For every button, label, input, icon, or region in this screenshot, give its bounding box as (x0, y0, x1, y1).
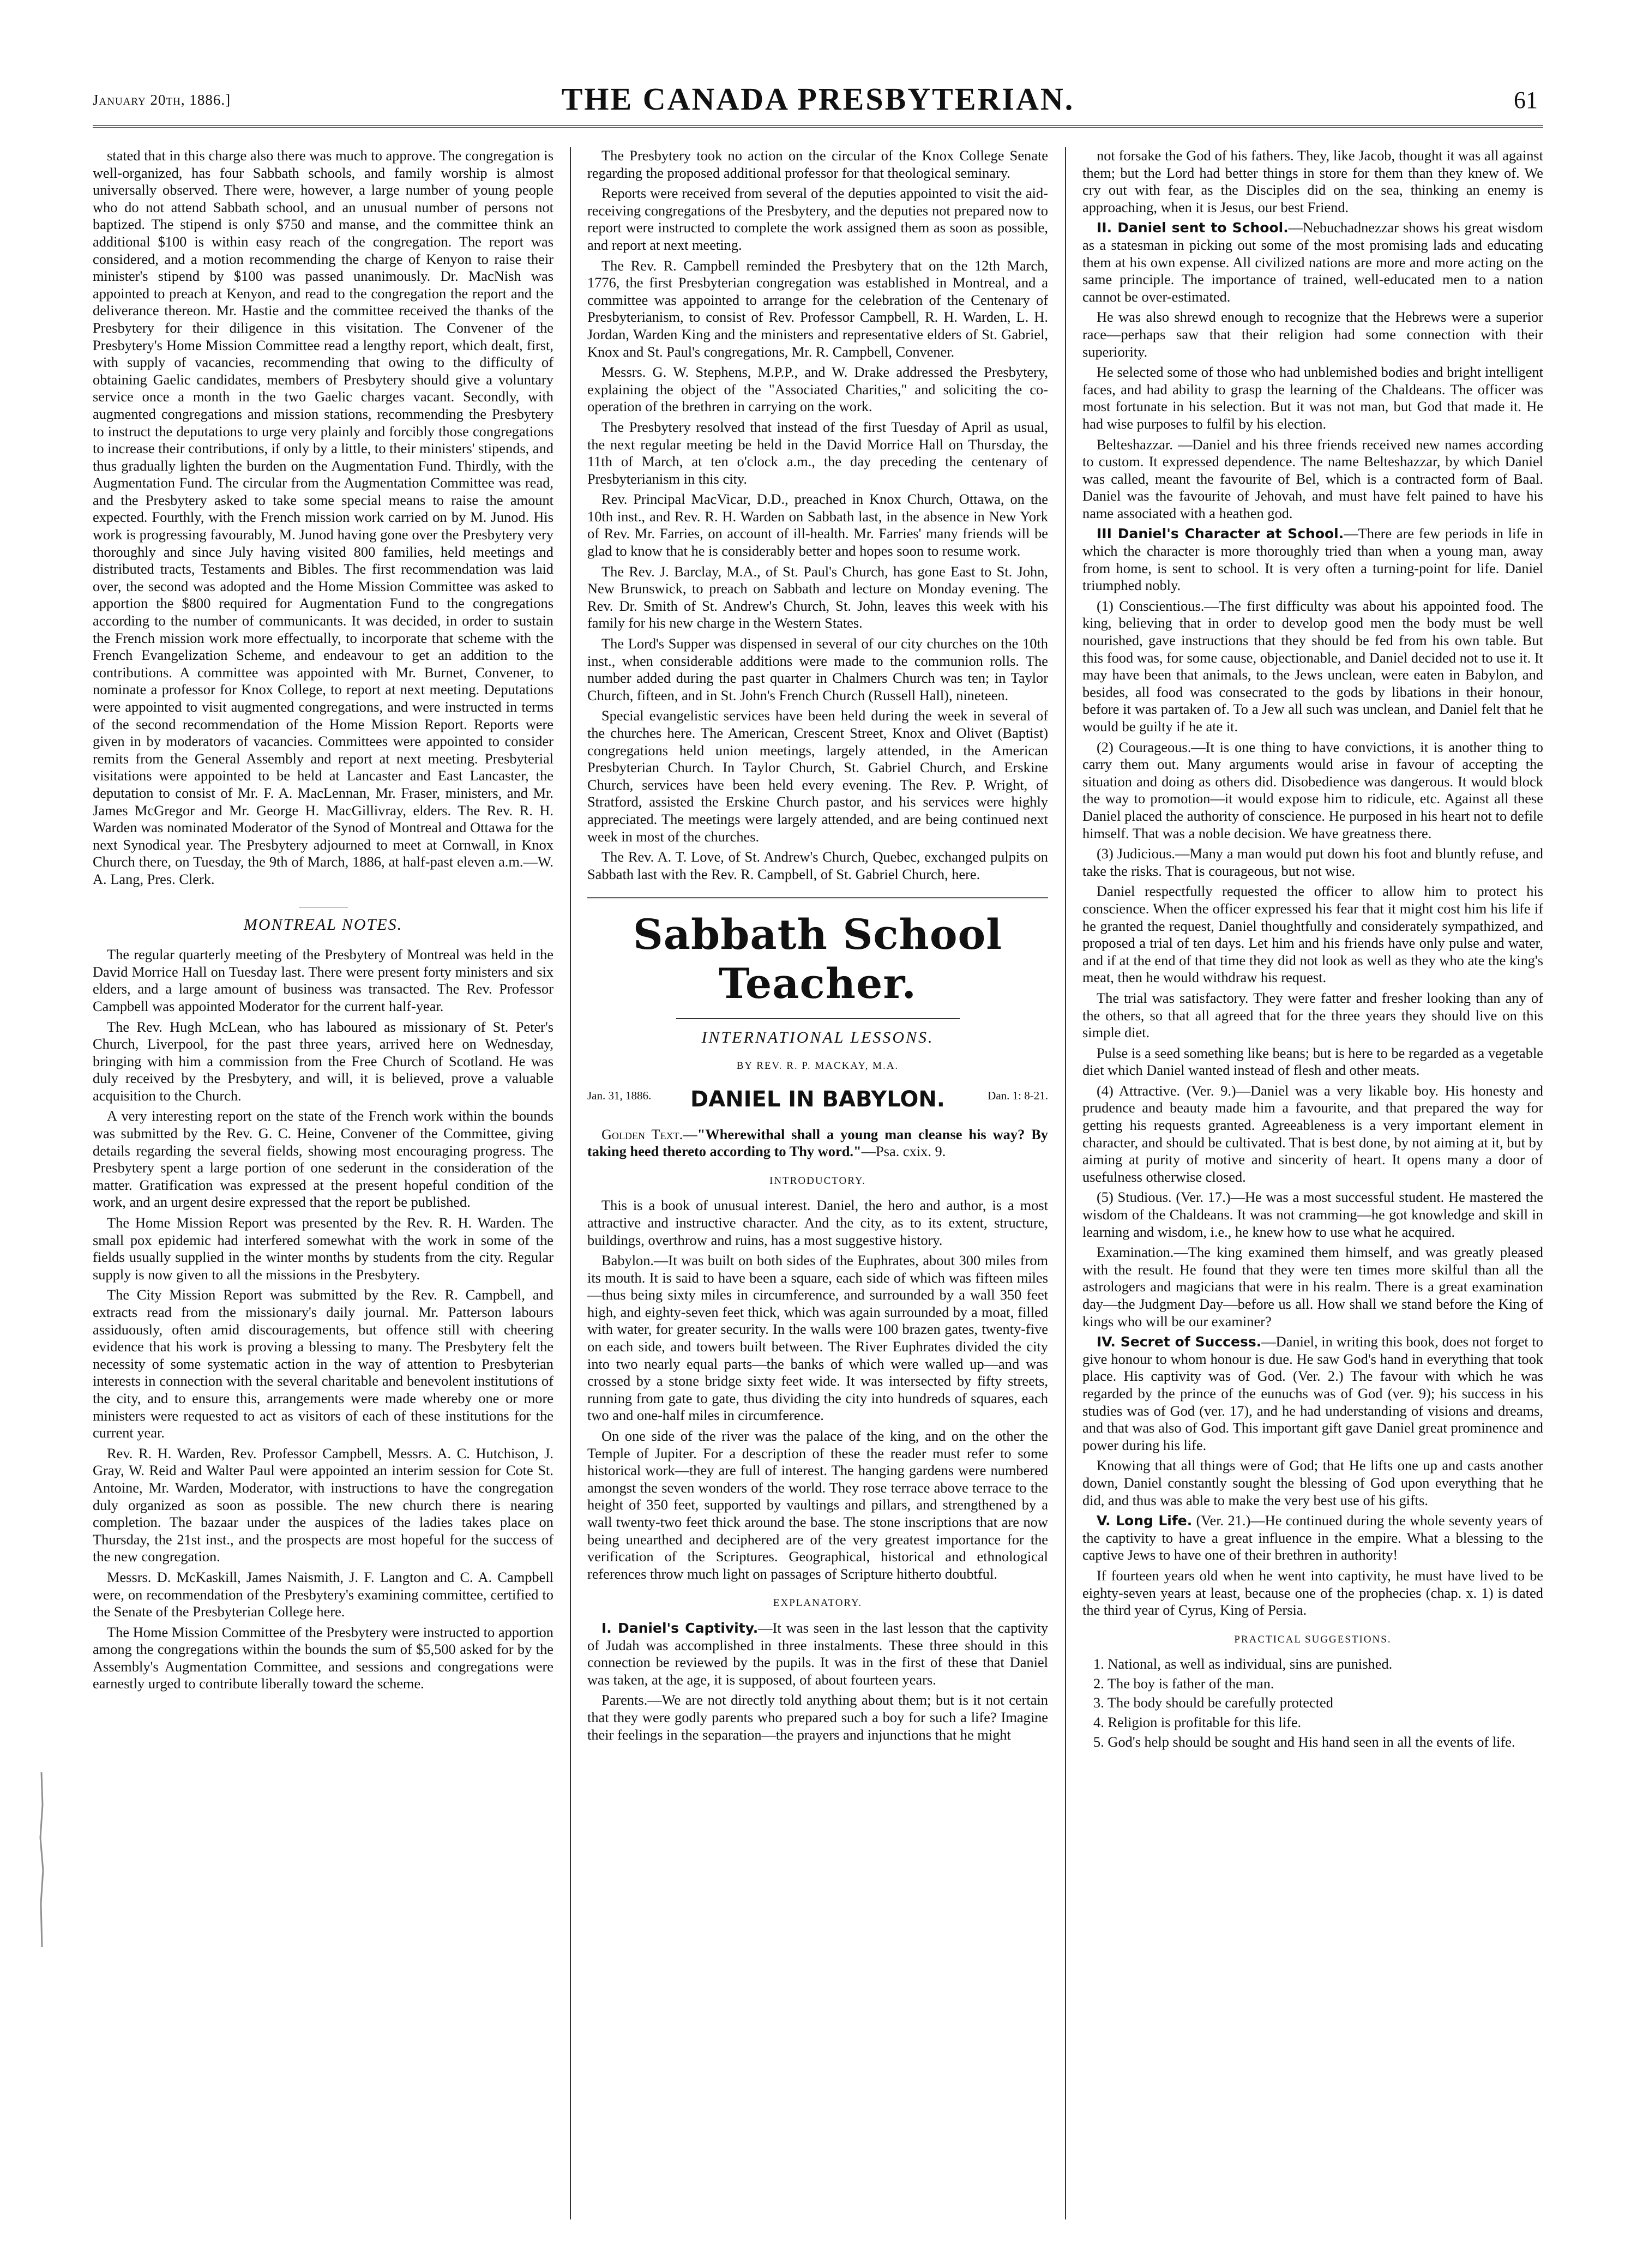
masthead-title: THE CANADA PRESBYTERIAN. (561, 81, 1075, 117)
article-paragraph: On one side of the river was the palace of the king, and on the other the Temple of Jupiter. For a description of these the reader must refer to some historical work—they are full of interest. The hanging gardens were numbered amongst the seven wonders of the world. They rose terrace above terrace to the height of 350 feet, supported by vaultings and pillars, and strengthened by a wall twenty-two feet thick around the base. The stone inscriptions that are now being unearthed and deciphered are of the very greatest importance for the verification of the Scriptures. Geographical, historical and ethnological references throw much light on passages of Scripture hitherto doubtful. (587, 1428, 1048, 1582)
lesson-scripture-reference: Dan. 1: 8-21. (988, 1088, 1048, 1102)
point-text: —Daniel, in writing this book, does not forget to give honour to whom honour is due. He saw God's hand in everything that took place. His captivity was of God. (Ver. 2.) The favour with which he was regarded by the prince of the eunuchs was of God (ver. 9); his success in his studies was of God (ver. 17), and he had understanding of visions and dreams, and that was also of God. This important gift gave Daniel great prominence and power during his life. (1082, 1333, 1543, 1453)
article-paragraph: The City Mission Report was submitted by the Rev. R. Campbell, and extracts read from the missionary's daily journal. Mr. Patterson labours assiduously, often amid discouragements, but offence still with cheering evidence that his work is proving a blessing to many. The Presbytery felt the necessity of some systematic action in the way of attention to Presbyterian interests in connection with the several charitable and benevolent institutions of the city, and to ensure this, arrangements were made whereby one or more ministers were requested to act as visitors of each of these institutions for the current year. (93, 1286, 553, 1441)
article-paragraph: The Home Mission Report was presented by the Rev. R. H. Warden. The small pox epidemic had interfered somewhat with the work in some of the fields usually supplied in the winter months by students from the city. Regular supply is now given to all the missions in the Presbytery. (93, 1214, 553, 1283)
article-paragraph: Examination.—The king examined them himself, and was greatly pleased with the result. He found that they were ten times more skilful than all the astrologers and magicians that were in his realm. There is a great examination day—the Judgment Day—before us all. How shall we stand before the King of kings who will be our examiner? (1082, 1244, 1543, 1329)
golden-text-label: Golden Text.— (601, 1126, 697, 1142)
article-paragraph (1082, 525, 1543, 594)
point-heading: III Daniel's Character at School. (1097, 526, 1344, 542)
article-paragraph: Knowing that all things were of God; that He lifts one up and casts another down, Daniel constantly sought the blessing of God upon everything that he did, and thus was able to make the very best use of his gifts. (1082, 1457, 1543, 1508)
point-text: —Nebuchadnezzar shows his great wisdom as a statesman in picking out some of the most promising lads and educating them at his own expense. All civilized nations are more and more acting on the same principle. The importance of trained, well-educated men to a nation cannot be over-estimated. (1082, 219, 1543, 305)
article-paragraph: The regular quarterly meeting of the Presbytery of Montreal was held in the David Morrice Hall on Tuesday last. There were present forty ministers and six elders, and a large amount of business was transacted. The Rev. Professor Campbell was appointed Moderator for the current half-year. (93, 946, 553, 1014)
column-3 (1082, 147, 1543, 2219)
golden-text-reference: —Psa. cxix. 9. (861, 1143, 946, 1160)
point-text: (Ver. 21.)—He continued during the whole seventy years of the captivity to have a great influence in the empire. What a blessing to the captive Jews to have one of their brethren in authority! (1082, 1512, 1543, 1563)
article-paragraph: The Presbytery resolved that instead of the first Tuesday of April as usual, the next regular meeting be held in the David Morrice Hall on Thursday, the 11th of March, at ten o'clock a.m., the day preceding the centenary of Presbyterianism in this city. (587, 418, 1048, 487)
article-paragraph: The Home Mission Committee of the Presbytery were instructed to apportion among the congregations within the bounds the sum of $5,500 asked for by the Assembly's Augmentation Committee, and sessions and congregations were earnestly urged to contribute liberally toward the scheme. (93, 1623, 553, 1692)
article-paragraph (1082, 1333, 1543, 1454)
article-paragraph: Babylon.—It was built on both sides of the Euphrates, about 300 miles from its mouth. It is said to have been a square, each side of which was fifteen miles—thus being sixty miles in circumference, and surrounded by a wall 350 feet high, and eighty-seven feet thick, which was again surrounded by a moat, filled with water, for greater security. In the walls were 100 brazen gates, twenty-five on each side, and towers built between. The River Euphrates divided the city into two nearly equal parts—the banks of which were walled up—and was crossed by a stone bridge sixty feet wide. It was intersected by fifty streets, running from gate to gate, thus dividing the city into hundreds of squares, each two and one-half miles in circumference. (587, 1252, 1048, 1424)
section-divider (587, 897, 1048, 899)
article-columns (93, 147, 1543, 2225)
article-paragraph: Messrs. D. McKaskill, James Naismith, J. F. Langton and C. A. Campbell were, on recommendation of the Presbytery's examining committee, certified to the Senate of the Presbyterian College here. (93, 1568, 553, 1620)
article-paragraph: The Rev. J. Barclay, M.A., of St. Paul's Church, has gone East to St. John, New Brunswick, to preach on Sabbath and lecture on Monday evening. The Rev. Dr. Smith of St. Andrew's Church, St. John, leaves this week with his family for his new charge in the Western States. (587, 563, 1048, 631)
sabbath-school-teacher-heading: Sabbath School Teacher. (633, 910, 1003, 1008)
article-paragraph (1082, 219, 1543, 305)
column-divider (1065, 147, 1066, 2219)
article-paragraph: The Presbytery took no action on the circular of the Knox College Senate regarding the proposed additional professor for that theological seminary. (587, 147, 1048, 181)
article-paragraph: Rev. Principal MacVicar, D.D., preached in Knox Church, Ottawa, on the 10th inst., and Rev. R. H. Warden on Sabbath last, in the absence in New York of Rev. Mr. Farries, on account of ill-health. Mr. Farries' many friends will be glad to know that he is considerably better and hopes soon to resume work. (587, 491, 1048, 560)
point-heading: II. Daniel sent to School. (1097, 220, 1289, 236)
page-number: 61 (1514, 87, 1538, 113)
article-paragraph: Pulse is a seed something like beans; but is here to be regarded as a vegetable diet which Daniel wanted instead of flesh and other meats. (1082, 1044, 1543, 1079)
suggestion-item: 3. The body should be carefully protected (1093, 1694, 1333, 1711)
article-paragraph: not forsake the God of his fathers. They, like Jacob, thought it was all against them; but the Lord had better things in store for them than they knew of. We cry out with fear, as the Disciples did on the sea, thinking an enemy is approaching, when it is Jesus, our best Friend. (1082, 147, 1543, 215)
article-paragraph: Daniel respectfully requested the officer to allow him to protect his conscience. When the officer expressed his fear that it might cost him his life if he granted the request, Daniel thoughtfully and considerately sympathized, and proposed a trial of ten days. Let him and his friends have only pulse and water, and if at the end of that time they did not look as well as they who ate the king's meat, then he would withdraw his request. (1082, 883, 1543, 986)
article-paragraph: Parents.—We are not directly told anything about them; but is it not certain that they were godly parents who prepared such a boy for such a life? Imagine their feelings in the separation—the prayers and injunctions that he might (587, 1692, 1048, 1743)
suggestion-item: 2. The boy is father of the man. (1093, 1675, 1274, 1692)
article-paragraph: Rev. R. H. Warden, Rev. Professor Campbell, Messrs. A. C. Hutchison, J. Gray, W. Reid and Walter Paul were appointed an interim session for Cote St. Antoine, Mr. Warden, Moderator, with instructions to have the congregation duly organized as soon as possible. The new church there is nearing completion. The bazaar under the auspices of the ladies takes place on Thursday, the 21st inst., and the prospects are most hopeful for the success of the new congregation. (93, 1445, 553, 1565)
article-paragraph: Reports were received from several of the deputies appointed to visit the aid-receiving congregations of the Presbytery, and the deputies not prepared now to report were instructed to complete the work assigned them as soon as possible, and report at next meeting. (587, 185, 1048, 253)
byline: BY REV. R. P. MACKAY, M.A. (736, 1060, 899, 1072)
suggestion-item: 5. God's help should be sought and His hand seen in all the events of life. (1093, 1733, 1515, 1750)
article-paragraph: (5) Studious. (Ver. 17.)—He was a most successful student. He mastered the wisdom of the Chaldeans. It was not cramming—he got knowledge and skill in learning and wisdom, i.e., he knew how to use what he acquired. (1082, 1189, 1543, 1240)
article-paragraph: (2) Courageous.—It is one thing to have convictions, it is another thing to carry them out. Many arguments would arise in favour of accepting the situation and doing as others did. Disobedience was dangerous. It would block the way to promotion—it would expose him to ridicule, etc. Against all these Daniel placed the authority of conscience. He purposed in his heart not to defile himself. That was a noble decision. We have greatness there. (1082, 738, 1543, 841)
article-paragraph: The Rev. R. Campbell reminded the Presbytery that on the 12th March, 1776, the first Presbyterian congregation was established in Montreal, and a committee was appointed to arrange for the celebration of the Centenary of Presbyterianism, to consist of Rev. Professor Campbell, R. H. Warden, L. H. Jordan, Warden King and the ministers and representative elders of St. Gabriel, Knox and St. Paul's congregations, Mr. R. Campbell, Convener. (587, 257, 1048, 360)
suggestion-item: 4. Religion is profitable for this life. (1093, 1714, 1302, 1731)
article-paragraph: This is a book of unusual interest. Daniel, the hero and author, is a most attractive and instructive character. And the city, as to its extent, structure, buildings, overthrow and ruins, has a most suggestive history. (587, 1197, 1048, 1248)
article-paragraph: Messrs. G. W. Stephens, M.P.P., and W. Drake addressed the Presbytery, explaining the object of the "Associated Charities," and soliciting the co-operation of the brethren in carrying on the work. (587, 364, 1048, 415)
header-date: January 20th, 1886.] (93, 92, 231, 108)
article-paragraph: The Lord's Supper was dispensed in several of our city churches on the 10th inst., when considerable additions were made to the communion rolls. The number added during the past quarter in Chalmers Church was ten; in Taylor Church, fifteen, and in St. John's French Church (Russell Hall), nineteen. (587, 635, 1048, 703)
column-1 (93, 147, 553, 2219)
article-paragraph: The Rev. Hugh McLean, who has laboured as missionary of St. Peter's Church, Liverpool, for the past three years, arrived here on Wednesday, bringing with him a commission from the Free Church of Scotland. He was duly received by the Presbytery, and will, it is believed, prove a valuable acquisition to the Church. (93, 1018, 553, 1104)
article-paragraph: (1) Conscientious.—The first difficulty was about his appointed food. The king, believing that in order to develop good men the body must be well nourished, gave instructions that they should be fed from his own table. But this food was, for some cause, objectionable, and Daniel decided not to use it. It may have been that animals, to the Jews unclean, were eaten in Babylon, and besides, all food was consecrated to the gods by libations in their honour, before it was partaken of. To a Jew all such was unclean, and Daniel felt that he would be guilty if he ate it. (1082, 597, 1543, 735)
suggestion-item: 1. National, as well as individual, sins are punished. (1093, 1656, 1393, 1673)
lesson-date: Jan. 31, 1886. (587, 1088, 652, 1102)
article-paragraph: (4) Attractive. (Ver. 9.)—Daniel was a very likable boy. His honesty and prudence and beauty made him a favourite, and that prepared the way for getting his requests granted. Agreeableness is a very important element in character, and should be cultivated. That is best done, by not aiming at it, but by aiming at purity of motive and sincerity of heart. It opens many a door of usefulness otherwise closed. (1082, 1082, 1543, 1185)
montreal-notes-heading: MONTREAL NOTES. (93, 907, 553, 934)
point-heading: V. Long Life. (1097, 1513, 1193, 1529)
point-text: —It was seen in the last lesson that the captivity of Judah was accomplished in three instalments. These three should in this connection be reviewed by the pupils. It was in the first of these that Daniel was taken, at the age, it is supposed, of about fourteen years. (587, 1619, 1048, 1688)
article-paragraph: Special evangelistic services have been held during the week in several of the churches here. The American, Crescent Street, Knox and Olivet (Baptist) congregations held union meetings, largely attended, in the American Presbyterian Church. In Taylor Church, St. Gabriel Church, and Erskine Church, services have been held every evening. The Rev. P. Wright, of Stratford, assisted the Erskine Church pastor, and his services were highly appreciated. The meetings were largely attended, and are being continued next week in most of the churches. (587, 707, 1048, 845)
point-heading: IV. Secret of Success. (1097, 1334, 1262, 1350)
column-divider (570, 147, 571, 2219)
international-lessons-subheading: INTERNATIONAL LESSONS. (587, 1018, 1048, 1046)
article-paragraph (587, 1620, 1048, 1688)
introductory-heading: INTRODUCTORY. (769, 1175, 866, 1187)
article-paragraph: If fourteen years old when he went into captivity, he must have lived to be eighty-seven years at least, because one of the prophecies (chap. x. 1) is dated the third year of Cyrus, King of Persia. (1082, 1567, 1543, 1619)
margin-scan-mark (38, 1772, 45, 1947)
explanatory-heading: EXPLANATORY. (773, 1597, 863, 1609)
point-heading: I. Daniel's Captivity. (601, 1620, 759, 1636)
article-paragraph: He selected some of those who had unblemished bodies and bright intelligent faces, and had ability to grasp the learning of the Chaldeans. The officer was most fortunate in his selection. But it was not man, but God that made it. He had wise purposes to fulfil by his election. (1082, 364, 1543, 432)
page-header (93, 65, 1543, 128)
article-paragraph: (3) Judicious.—Many a man would put down his foot and bluntly refuse, and take the risks. That is courageous, but not wise. (1082, 845, 1543, 879)
article-paragraph (1082, 1512, 1543, 1564)
article-paragraph: A very interesting report on the state of the French work within the bounds was submitted by the Rev. G. C. Heine, Convener of the Committee, giving details regarding the several fields, showing most encouraging progress. The Presbytery spent a large portion of one sederunt in the consideration of the matter. Gratification was expressed at the present hopeful condition of the work, and an urgent desire expressed that the report be published. (93, 1108, 553, 1211)
article-paragraph: Belteshazzar. —Daniel and his three friends received new names according to custom. It expressed dependence. The name Belteshazzar, by which Daniel was called, meant the favourite of Bel, which is a contracted form of Baal. Daniel was the favourite of Jehovah, and must have felt pained to have his name associated with a heathen god. (1082, 436, 1543, 521)
point-text: —There are few periods in life in which the character is more thoroughly tried than when a young man, away from home, is sent to school. It is very often a turning-point for life. Daniel triumphed nobly. (1082, 525, 1543, 594)
article-paragraph: He was also shrewd enough to recognize that the Hebrews were a superior race—perhaps saw that their religion had some connection with their superiority. (1082, 309, 1543, 360)
presbytery-report-paragraph: stated that in this charge also there was much to approve. The congregation is well-organized, has four Sabbath schools, and family worship is almost universally observed. There were, however, a large number of young people who do not attend Sabbath school, and an unusual number of persons not baptized. The stipend is only $750 and manse, and the committee think an additional $100 is within easy reach of the congregation. The report was considered, and a motion recommending the charge of Kenyon to raise their minister's stipend by $100 was passed unanimously. Dr. MacNish was appointed to preach at Kenyon, and read to the congregation the report and the deliverance thereon. Mr. Hastie and the committee received the thanks of the Presbytery for their diligence in this visitation. The Convener of the Presbytery's Home Mission Committee read a lengthy report, which dealt, first, with supply of vacancies, recommending that owing to the difficulty of obtaining Gaelic candidates, members of Presbytery should give a voluntary service once a month in the two Gaelic charges vacant. Secondly, with augmented congregations and mission stations, recommending the Presbytery to instruct the deputations to urge very plainly and forcibly those congregations to increase their contributions, if only by a little, to their ministers' stipends, and thus gradually lighten the burden on the Augmentation Fund. Thirdly, with the Augmentation Fund. The circular from the Augmentation Committee was read, and the Presbytery asked to take some special means to raise the amount expected. Fourthly, with the French mission work carried on by M. Junod. His work is progressing favourably, M. Junod having gone over the Presbytery very thoroughly and since July having visited 800 families, held meetings and distributed tracts, Testaments and Bibles. The first recommendation was laid over, the second was adopted and the Home Mission Committee was asked to apportion the $800 required for Augmentation Fund to the congregations according to the number of communicants. It was decided, in order to sustain the French mission work more effectually, to incorporate that scheme with the French Evangelization Scheme, and endeavour to get an addition to the contributions. A committee was appointed with Mr. Burnet, Convener, to nominate a professor for Knox College, to report at next meeting. Deputations were appointed to visit augmented congregations, and were instructed in terms of the second recommendation of the Home Mission Report. Reports were given in by moderators of vacancies. Committees were appointed to consider remits from the General Assembly and report at next meeting. Presbyterial visitations were appointed to be held at Lancaster and East Lancaster, the deputation to consist of Mr. F. A. MacLennan, Mr. Fraser, ministers, and Mr. James McGregor and Mr. George H. MacGillivray, elders. The Rev. R. H. Warden was nominated Moderator of the Synod of Montreal and Ottawa for the next Synodical year. The Presbytery adjourned to meet at Cornwall, in Knox Church there, on Tuesday, the 9th of March, 1886, at half-past eleven a.m.—W. A. Lang, Pres. Clerk. (93, 147, 553, 887)
golden-text (587, 1126, 1048, 1160)
lesson-title: DANIEL IN BABYLON. (690, 1086, 945, 1112)
practical-suggestions-heading: PRACTICAL SUGGESTIONS. (1234, 1633, 1392, 1645)
article-paragraph: The Rev. A. T. Love, of St. Andrew's Church, Quebec, exchanged pulpits on Sabbath last with the Rev. R. Campbell, of St. Gabriel Church, here. (587, 849, 1048, 882)
column-2 (587, 147, 1048, 2219)
article-paragraph: The trial was satisfactory. They were fatter and fresher looking than any of the others, so that all agreed that for the three years they should live on this simple diet. (1082, 989, 1543, 1041)
lesson-title-line (587, 1086, 1048, 1120)
newspaper-page (93, 65, 1543, 2225)
golden-text-quote: "Wherewithal shall a young man cleanse his way? By taking heed thereto according to Thy word." (587, 1126, 1048, 1160)
